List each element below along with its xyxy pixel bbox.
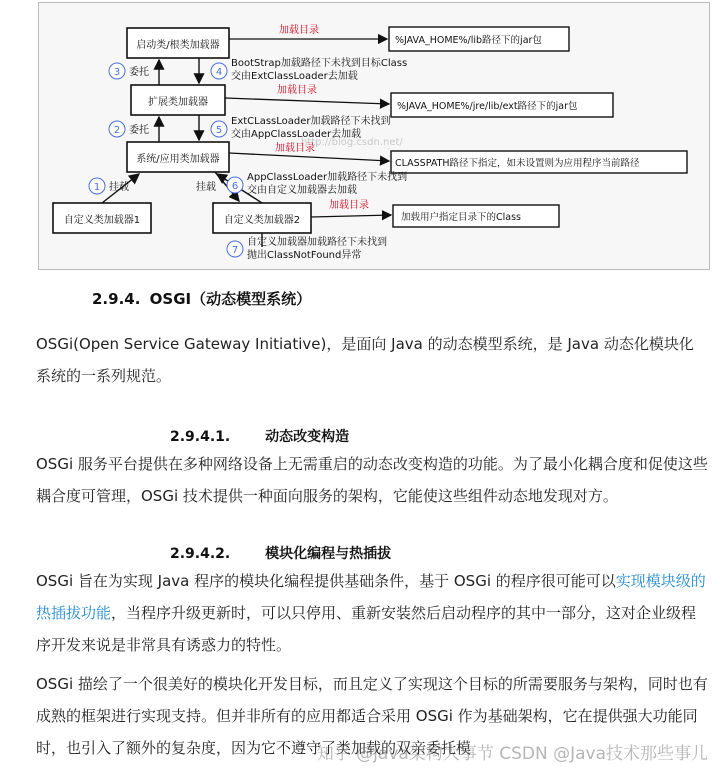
svg-text:4: 4 [215, 67, 223, 78]
svg-text:AppClassLoader加载路径下未找到: AppClassLoader加载路径下未找到 [247, 172, 408, 183]
app-path-box [391, 151, 687, 173]
section-number: 2.9.4. [92, 290, 141, 308]
ext-loader-box [131, 85, 225, 115]
sub1-heading [170, 426, 349, 446]
svg-text:挂载: 挂载 [109, 182, 129, 193]
hot-swap-link[interactable]: 实现模块级的热插拔功能 [36, 572, 706, 622]
load-dir-label: 加载目录 [279, 25, 319, 36]
svg-text:3: 3 [113, 67, 121, 78]
sub2-paragraph-2: OSGi 描绘了一个很美好的模块化开发目标，而且定义了实现这个目标的所需要服务与架构，同时也有成熟的框架进行实现支持。但并非所有的应用都适合采用 OSGi 作为基础架构，它在提供强大功能同时，也引入了额外的复杂度，因为它不遵守了类加载的双亲委托模 [36, 675, 708, 757]
sub1-number: 2.9.4.1. [170, 429, 231, 445]
sub2-text-before: OSGi 旨在为实现 Java 程序的模块化编程提供基础条件，基于 OSGi 的程序很可能可以 [36, 572, 616, 590]
load-dir-arrow-custom [311, 198, 391, 217]
bootstrap-path-label: %JAVA_HOME%/lib路径下的jar包 [395, 35, 542, 46]
svg-text:BootStrap加载路径下未找到目标Class: BootStrap加载路径下未找到目标Class [231, 58, 408, 69]
load-dir-label: 加载目录 [275, 143, 315, 154]
custom-path-label: 加载用户指定目录下的Class [401, 212, 521, 223]
site-watermark: 知乎 @java架构大事节 CSDN @Java技术那些事儿 [316, 744, 708, 764]
step-mount-label-2: 挂载 [196, 182, 216, 193]
sub2-paragraph [36, 565, 708, 661]
load-dir-arrow-ext [225, 83, 389, 104]
svg-text:ExtCLassLoader加载路径下未找到: ExtCLassLoader加载路径下未找到 [231, 116, 391, 127]
load-dir-arrow-bootstrap [229, 23, 387, 39]
diagram-canvas [39, 3, 711, 271]
section-heading [92, 288, 311, 309]
sub2-heading [170, 543, 391, 563]
sub1-paragraph: OSGi 服务平台提供在多种网络设备上无需重启的动态改变构造的功能。为了最小化耦合度和促使这些耦合度可管理，OSGi 技术提供一种面向服务的架构，它能使这些组件动态地发现对方。 [36, 455, 708, 505]
custom-loader-2-box [213, 203, 311, 233]
classloader-diagram [38, 2, 710, 270]
app-loader-box [127, 142, 229, 172]
bootstrap-path-box [389, 27, 569, 51]
bootstrap-loader-box [127, 28, 229, 58]
step-1 [89, 178, 129, 194]
step-3 [109, 63, 149, 79]
custom-loader-1-box [53, 203, 151, 233]
step-4 [211, 56, 407, 82]
custom-loader-2-label: 自定义类加载器2 [223, 215, 301, 226]
load-dir-label: 加载目录 [329, 200, 369, 211]
load-dir-label: 加载目录 [277, 85, 317, 96]
custom-loader-1-label: 自定义类加载器1 [63, 215, 141, 226]
bootstrap-loader-label: 启动类/根类加载器 [136, 40, 220, 51]
section-intro: OSGi(Open Service Gateway Initiative)，是面向 Java 的动态模型系统，是 Java 动态化模块化系统的一系列规范。 [36, 335, 694, 385]
step-7 [227, 235, 387, 261]
svg-text:7: 7 [231, 245, 239, 256]
svg-text:抛出ClassNotFound异常: 抛出ClassNotFound异常 [247, 250, 362, 261]
custom-path-box [393, 205, 559, 227]
svg-text:委托: 委托 [129, 125, 149, 136]
step-6 [196, 170, 407, 196]
svg-text:委托: 委托 [129, 67, 149, 78]
svg-text:2: 2 [113, 125, 121, 136]
svg-text:交由自定义加载器去加载: 交由自定义加载器去加载 [247, 185, 357, 196]
blog-watermark: http://blog.csdn.net/ [301, 137, 403, 148]
svg-text:1: 1 [93, 182, 101, 193]
section-title: OSGI（动态模型系统） [149, 290, 312, 308]
sub1-title: 动态改变构造 [265, 429, 350, 445]
svg-text:交由AppClassLoader去加载: 交由AppClassLoader去加载 [231, 129, 362, 140]
sub2-title: 模块化编程与热插拔 [265, 546, 392, 562]
ext-path-label: %JAVA_HOME%/jre/lib/ext路径下的jar包 [397, 101, 578, 112]
sub2-number: 2.9.4.2. [170, 546, 231, 562]
svg-text:5: 5 [215, 125, 223, 136]
app-loader-label: 系统/应用类加载器 [136, 154, 220, 165]
svg-text:交由ExtClassLoader去加载: 交由ExtClassLoader去加载 [231, 71, 358, 82]
sub2-text-after: ，当程序升级更新时，可以只停用、重新安装然后启动程序的其中一部分，这对企业级程序开发来说是非常具有诱惑力的特性。 [36, 604, 697, 654]
app-path-label: CLASSPATH路径下指定，如未设置则为应用程序当前路径 [395, 158, 640, 169]
ext-path-box [391, 93, 613, 117]
step-2 [109, 121, 149, 137]
ext-loader-label: 扩展类加载器 [148, 97, 208, 108]
svg-text:6: 6 [231, 181, 239, 192]
svg-text:自定义加载器加载路径下未找到: 自定义加载器加载路径下未找到 [247, 237, 387, 248]
